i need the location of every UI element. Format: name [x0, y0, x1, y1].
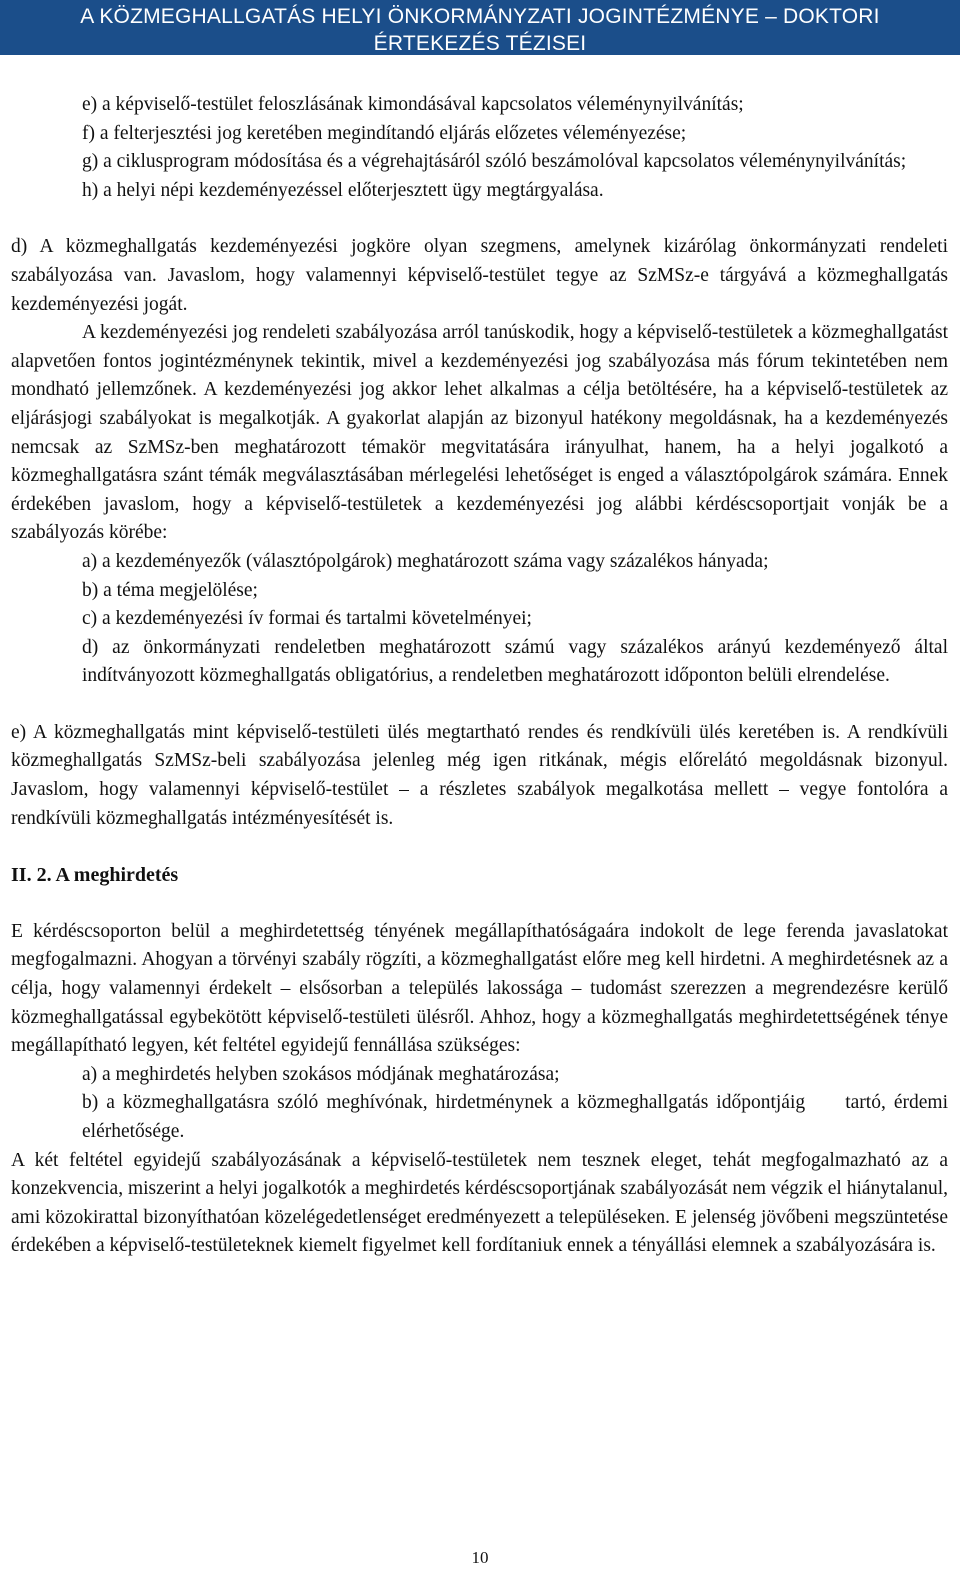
page-body: [0, 55, 960, 1261]
paragraph-e: e) A közmeghallgatás mint képviselő-testületi ülés megtartható rendes és rendkívüli ülés keretében is. A rendkívüli közmeghallgatás SzMSz-beli szabályozása jelenleg még igen ritkának, mégis előrelátó megoldásnak bizonyul. Javaslom, hogy valamennyi képviselő-testület – a részletes szabályok megalkotása mellett – vegye fontolóra a rendkívüli közmeghallgatás intézményesítését is.: [11, 721, 948, 829]
list-meghirdetes: [11, 1061, 953, 1147]
header-line-2: ÉRTEKEZÉS TÉZISEI: [373, 32, 587, 55]
header-line-1: A KÖZMEGHALLGATÁS HELYI ÖNKORMÁNYZATI JOGINTÉZMÉNYE – DOKTORI: [80, 5, 880, 28]
paragraph-meghirdetes-2: A két feltétel egyidejű szabályozásának a képviselő-testületek nem tesznek eleget, tehát megfogalmazható az a konzekvencia, miszerint a helyi jogalkotók a meghirdetés kérdéscsoportjának szabályozását nem végzik el hiánytalanul, ami közokirattal bizonyíthatóan közelégedetlenséget eredményezett a településeken. E jelenség jövőbeni megszüntetése érdekében a képviselő-testületeknek kiemelt figyelmet kell fordítaniuk ennek a tényállási elemnek a szabályozására is.: [11, 1149, 948, 1257]
list-item: f) a felterjesztési jog keretében megindítandó eljárás előzetes véleményezése;: [82, 122, 687, 144]
list-item: b) a közmeghallgatásra szóló meghívónak, hirdetménynek a közmeghallgatás időpontjáig tartó, érdemi elérhetősége.: [82, 1092, 953, 1142]
paragraph-d-body: A kezdeményezési jog rendeleti szabályozása arról tanúskodik, hogy a képviselő-testületek a közmeghallgatást alapvetően fontos jogintézménynek tekintik, mivel a kezdeményezési jog szabályozása más fórum tekintetében nem mondható jellemzőnek. A kezdeményezési jog akkor lehet alkalmas a célja betöltésére, ha a képviselő-testületek az eljárásjogi szabályokat is megalkotják. A gyakorlat alapján az bizonyul hatékony megoldásnak, ha a kezdeményezés nemcsak az SzMSz-ben meghatározott témakör megvitatására irányulhat, hanem, ha a helyi jogalkotó a közmeghallgatásra szánt témák megválasztásában mérlegelési lehetőséget is enged a választópolgárok számára. Ennek érdekében javaslom, hogy a képviselő-testületek a kezdeményezési jog alábbi kérdéscsoportjait vonják be a szabályozás körébe:: [11, 322, 948, 544]
page-number: 10: [471, 1548, 489, 1567]
document-header: [0, 0, 960, 55]
list-item: h) a helyi népi kezdeményezéssel előterjesztett ügy megtárgyalása.: [82, 179, 604, 201]
list-item: d) az önkormányzati rendeletben meghatározott számú vagy százalékos arányú kezdeményező által indítványozott közmeghallgatás obligatórius, a rendeletben meghatározott időponton belüli elrendelése.: [82, 636, 948, 687]
paragraph-d: d) A közmeghallgatás kezdeményezési jogköre olyan szegmens, amelynek kizárólag önkormányzati rendeleti szabályozása van. Javaslom, hogy valamennyi képviselő-testület tegye az SzMSz-e tárgyává a közmeghallgatás kezdeményezési jogát.: [11, 236, 948, 315]
list-d: [11, 548, 948, 691]
paragraph-meghirdetes-1: E kérdéscsoporton belül a meghirdetettség tényének megállapíthatóságaára indokolt de lege ferenda javaslatokat megfogalmazni. Ahogyan a törvényi szabály rögzíti, a közmeghallgatást előre meg kell hirdetni. A meghirdetésnek az a célja, hogy valamennyi érdekelt – elsősorban a település lakossága – tudomást szerezzen a megrendezésre kerülő közmeghallgatással egybekötött képviselő-testületi ülésről. Ahhoz, hogy a közmeghallgatás meghirdetettségének ténye megállapítható legyen, két feltétel egyidejű fennállása szükséges:: [11, 920, 948, 1057]
list-item: a) a kezdeményezők (választópolgárok) meghatározott száma vagy százalékos hányada;: [82, 550, 769, 572]
list-top: [11, 91, 948, 205]
list-item: a) a meghirdetés helyben szokásos módjának meghatározása;: [82, 1063, 560, 1085]
section-heading: II. 2. A meghirdetés: [11, 864, 179, 887]
list-item: g) a ciklusprogram módosítása és a végrehajtásáról szóló beszámolóval kapcsolatos véleménynyilvánítás;: [82, 151, 907, 173]
list-item: c) a kezdeményezési ív formai és tartalmi követelményei;: [82, 608, 532, 630]
list-item: b) a téma megjelölése;: [82, 579, 258, 601]
list-item: e) a képviselő-testület feloszlásának kimondásával kapcsolatos véleménynyilvánítás;: [82, 94, 744, 115]
